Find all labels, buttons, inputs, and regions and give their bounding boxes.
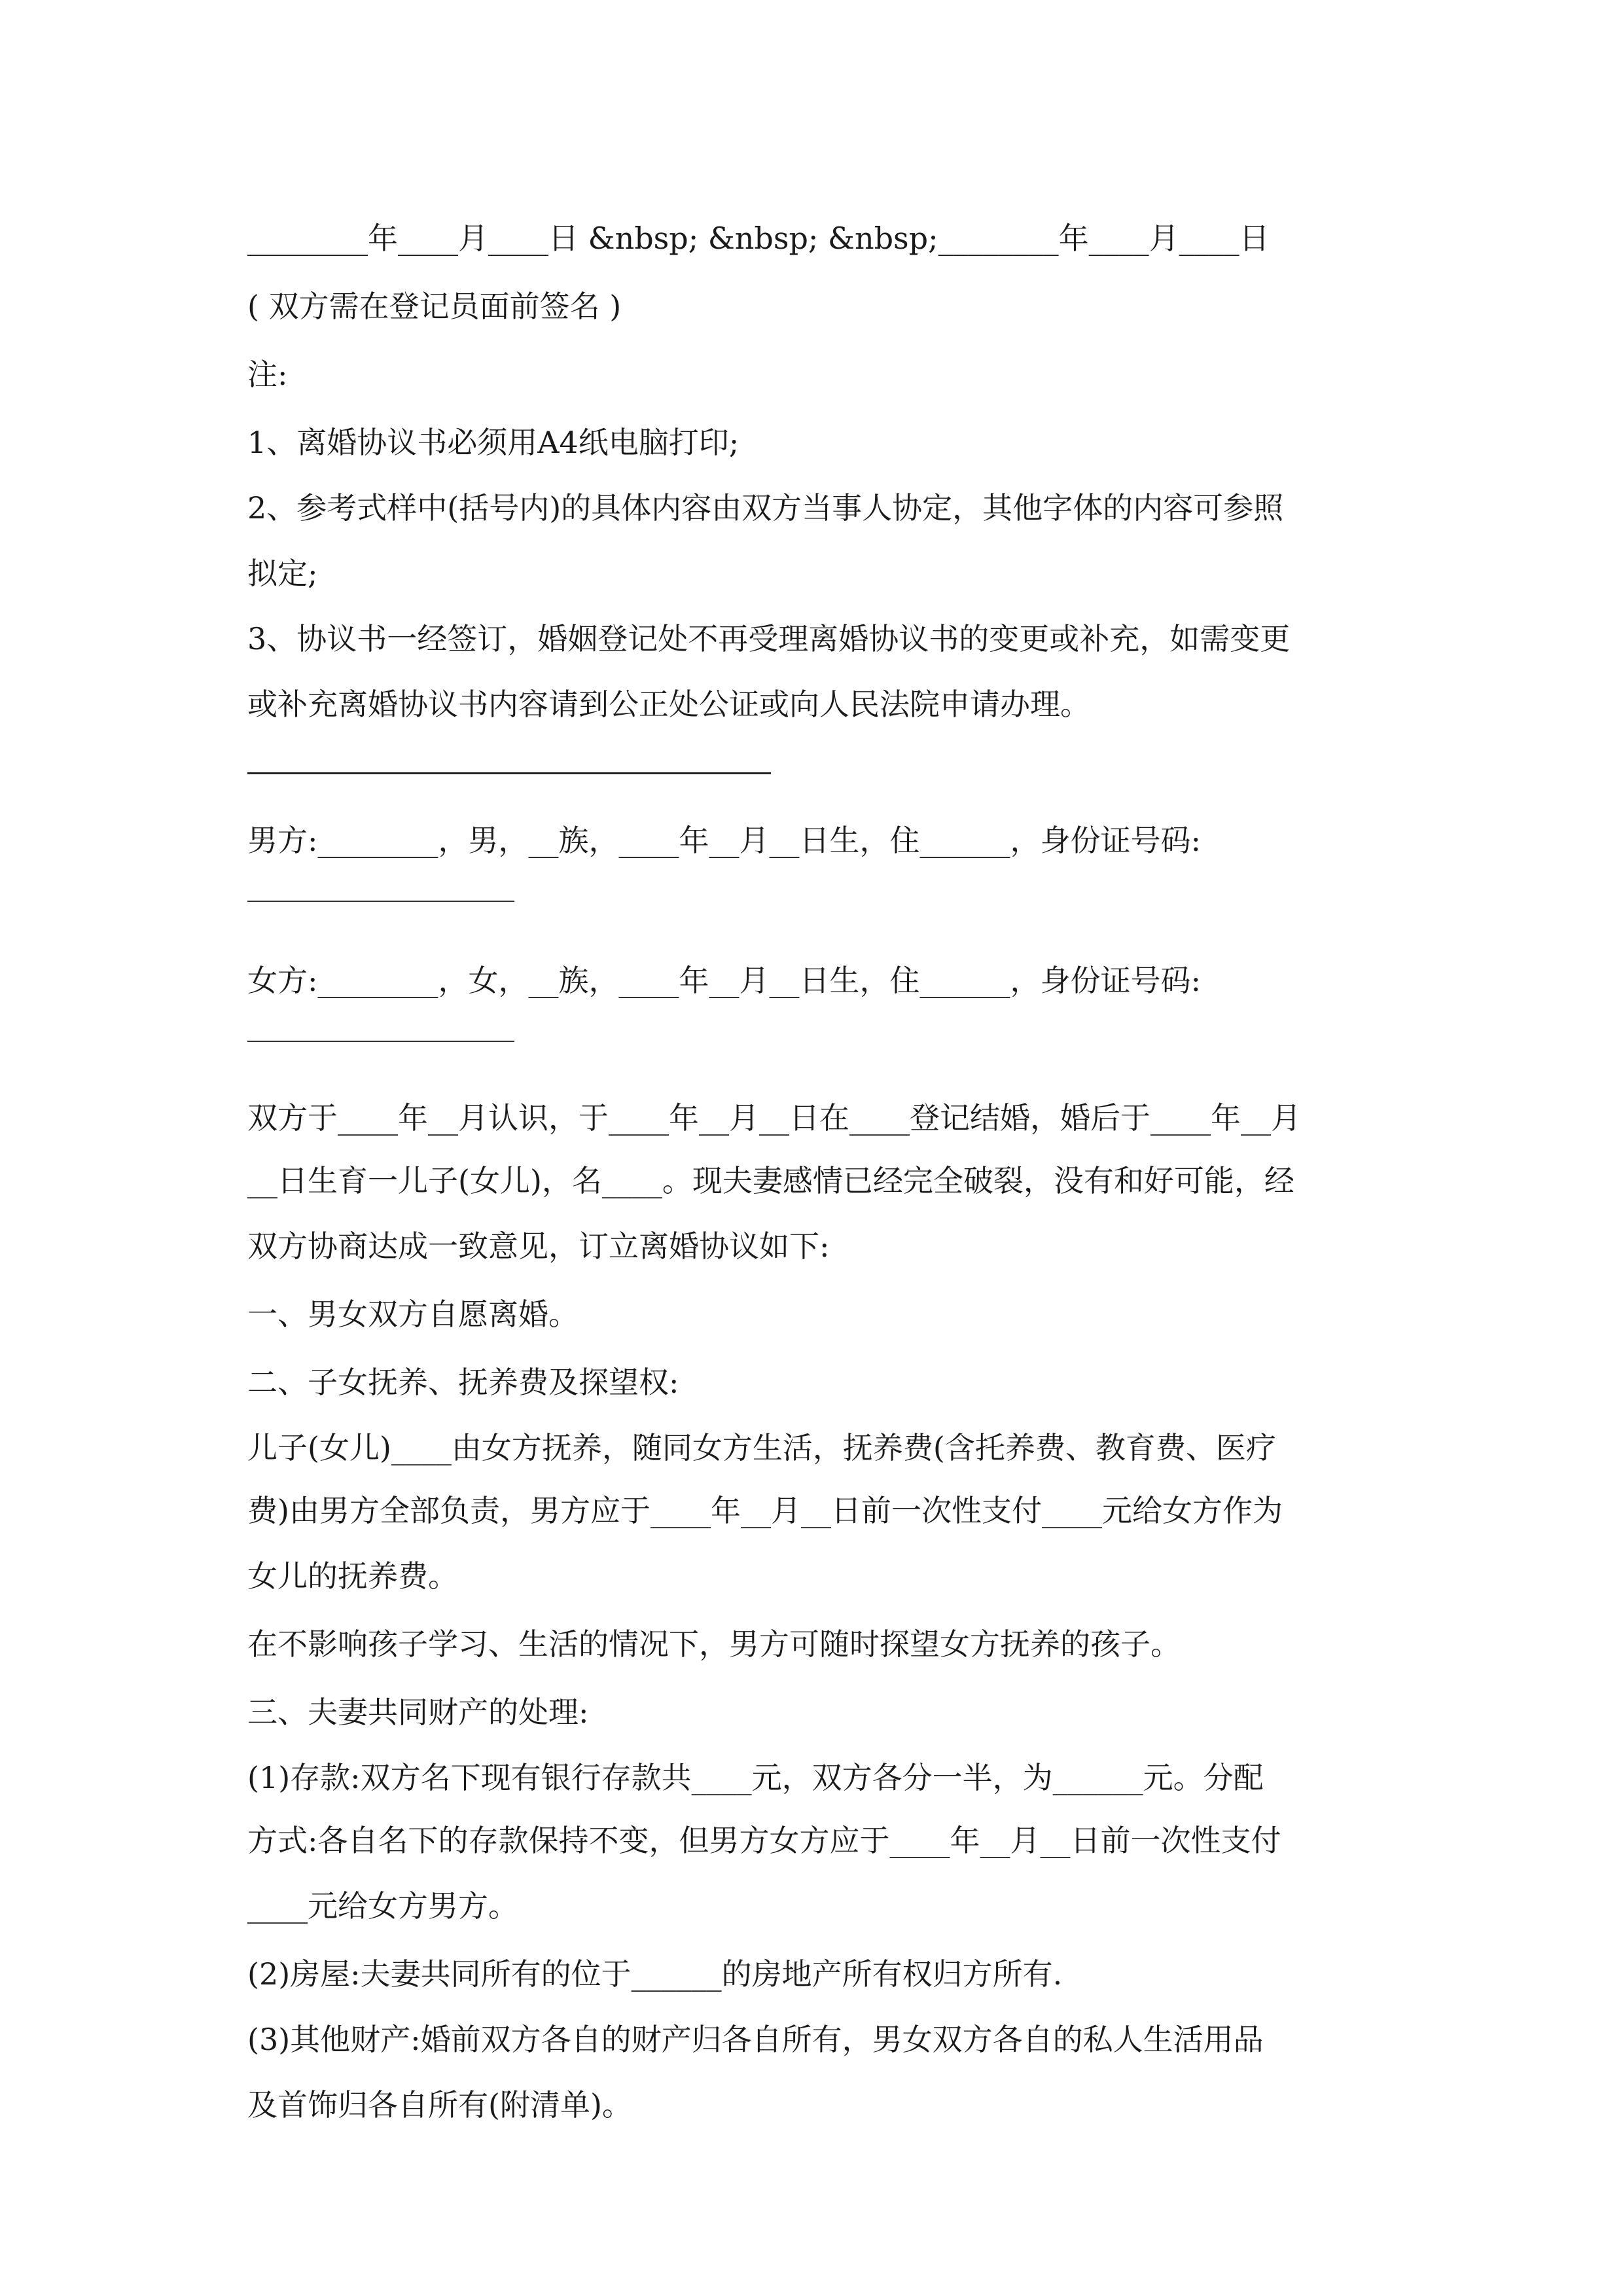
female-party-info: 女方:________，女，__族，____年__月__日生，住______，身份证号码: (247, 963, 1201, 998)
female-id-blank-line (247, 1014, 1393, 1086)
section-divider (247, 738, 1393, 806)
marriage-background-line-1: 双方于____年__月认识，于____年__月__日在____登记结婚，婚后于____年__月 (247, 1100, 1301, 1136)
custody-line-2: 费)由男方全部负责，男方应于____年__月__日前一次性支付____元给女方作为 (247, 1493, 1283, 1528)
visitation-clause: 在不影响孩子学习、生活的情况下，男方可随时探望女方抚养的孩子。 (247, 1626, 1181, 1662)
clause-2-heading: 二、子女抚养、抚养费及探望权: (247, 1365, 679, 1400)
deposit-line-2: 方式:各自名下的存款保持不变，但男方女方应于____年__月__日前一次性支付 (247, 1823, 1281, 1858)
house-clause: (2)房屋:夫妻共同所有的位于______的房地产所有权归方所有. (247, 1956, 1063, 1992)
marriage-background-line-2: __日生育一儿子(女儿)，名____。现夫妻感情已经完全破裂，没有和好可能，经 (247, 1163, 1294, 1198)
deposit-line-3: ____元给女方男方。 (247, 1888, 518, 1924)
signature-note: ( 双方需在登记员面前签名 ) (247, 289, 622, 324)
marriage-background-line-3: 双方协商达成一致意见，订立离婚协议如下: (247, 1229, 830, 1264)
other-property-line-1: (3)其他财产:婚前双方各自的财产归各自所有，男女双方各自的私人生活用品 (247, 2022, 1264, 2057)
note-item-2-line-1: 2、参考式样中(括号内)的具体内容由双方当事人协定，其他字体的内容可参照 (247, 490, 1284, 526)
custody-line-1: 儿子(女儿)____由女方抚养，随同女方生活，抚养费(含托养费、教育费、医疗 (247, 1430, 1276, 1465)
document-page (247, 204, 1393, 2139)
note-item-3-line-2: 或补充离婚协议书内容请到公正处公证或向人民法院申请办理。 (247, 687, 1090, 722)
note-item-3-line-1: 3、协议书一经签订，婚姻登记处不再受理离婚协议书的变更或补充，如需变更 (247, 621, 1291, 656)
male-id-blank-line (247, 874, 1393, 946)
deposit-line-1: (1)存款:双方名下现有银行存款共____元，双方各分一半，为______元。分配 (247, 1760, 1264, 1795)
note-item-2-line-2: 拟定; (247, 556, 318, 591)
clause-1: 一、男女双方自愿离婚。 (247, 1297, 579, 1332)
signature-date-line: ________年____月____日 &nbsp; &nbsp; &nbsp;________年____月____日 (247, 221, 1270, 256)
custody-line-3: 女儿的抚养费。 (247, 1558, 458, 1594)
notes-heading: 注: (247, 357, 288, 392)
clause-3-heading: 三、夫妻共同财产的处理: (247, 1695, 589, 1730)
other-property-line-2: 及首饰归各自所有(附清单)。 (247, 2087, 632, 2123)
note-item-1: 1、离婚协议书必须用A4纸电脑打印; (247, 425, 740, 460)
male-party-info: 男方:________，男，__族，____年__月__日生，住______，身份证号码: (247, 823, 1201, 858)
